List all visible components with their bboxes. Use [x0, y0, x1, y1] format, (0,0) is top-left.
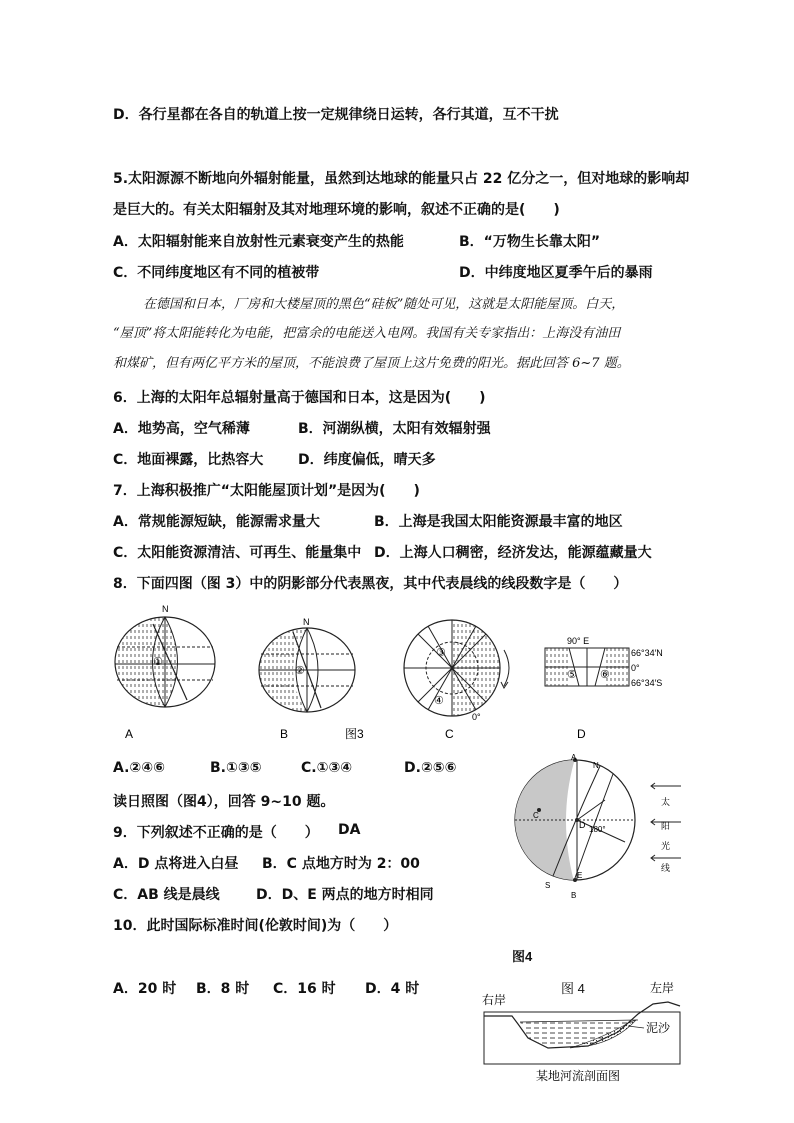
q9-answer: DA [338, 822, 361, 838]
q9-option-c: C．AB 线是晨线 [113, 887, 220, 903]
q7-option-b: B．上海是我国太阳能资源最丰富的地区 [374, 514, 623, 530]
north-label-b: N [303, 617, 310, 627]
circle-6: ⑥ [600, 669, 610, 681]
circle-1: ① [153, 656, 163, 668]
figure-4-globe [505, 752, 695, 902]
point-n: N [593, 761, 599, 770]
sun-char-3: 光 [661, 841, 671, 851]
passage-line1: 在德国和日本，厂房和大楼屋顶的黑色“硅板”随处可见，这就是太阳能屋顶。白天， [143, 297, 625, 312]
q7-option-a: A．常规能源短缺，能源需求量大 [113, 514, 320, 530]
circle-2: ② [295, 665, 305, 677]
read-figure-4: 读日照图（图4），回答 9~10 题。 [113, 794, 335, 810]
q8-option-d: D.②⑤⑥ [404, 760, 457, 776]
rect-d [545, 636, 663, 741]
point-b: B [571, 891, 577, 900]
circle-3: ③ [436, 647, 446, 659]
q5-option-b: B．“万物生长靠太阳” [459, 234, 601, 250]
q10-option-a: A．20 时 [113, 981, 177, 997]
lat-0: 0° [631, 663, 640, 673]
e90-label: 90° E [567, 636, 590, 646]
q10-option-d: D．4 时 [365, 981, 420, 997]
q9-stem: 9．下列叙述不正确的是（ ） [113, 825, 319, 841]
q5-option-c: C．不同纬度地区有不同的植被带 [113, 265, 320, 281]
q7-stem: 7．上海积极推广“太阳能屋顶计划”是因为( ) [113, 483, 420, 499]
globe-c [404, 620, 509, 741]
q8-option-c: C.①③④ [301, 760, 353, 776]
river-fig-caption-top: 图 4 [561, 981, 585, 996]
figure-3 [105, 604, 685, 747]
figure-3-caption: 图3 [345, 727, 364, 741]
q7-option-c: C．太阳能资源清洁、可再生、能量集中 [113, 545, 362, 561]
zero-degree-c: 0° [472, 712, 481, 722]
q4-option-d: D．各行星都在各自的轨道上按一定规律绕日运转，各行其道，互不干扰 [113, 107, 559, 123]
label-c: C [445, 727, 454, 741]
label-d: D [577, 727, 586, 741]
deg-180: 180° [589, 825, 606, 834]
sun-char-1: 太 [661, 797, 671, 807]
lat-66n: 66°34′N [631, 648, 663, 658]
label-b: B [280, 727, 289, 741]
circle-5: ⑤ [567, 669, 577, 681]
north-label-a: N [162, 604, 169, 614]
q6-stem: 6．上海的太阳年总辐射量高于德国和日本，这是因为( ) [113, 390, 486, 406]
label-a: A [125, 727, 134, 741]
point-s: S [545, 881, 551, 890]
q8-option-b: B.①③⑤ [210, 760, 262, 776]
globe-b [259, 617, 355, 741]
right-bank-label: 右岸 [482, 993, 507, 1007]
q9-option-d: D．D、E 两点的地方时相同 [256, 887, 434, 903]
figure-4-caption: 图4 [512, 949, 533, 964]
passage-line2: “屋顶”将太阳能转化为电能，把富余的电能送入电网。我国有关专家指出：上海没有油田 [113, 326, 621, 341]
q5-stem-line1: 5.太阳源源不断地向外辐射能量，虽然到达地球的能量只占 22 亿分之一，但对地球的影响却 [113, 171, 690, 187]
q7-option-d: D．上海人口稠密，经济发达，能源蕴藏量大 [374, 545, 652, 561]
sun-char-4: 线 [661, 863, 671, 873]
circle-4: ④ [434, 695, 444, 707]
q9-option-a: A．D 点将进入白昼 [113, 856, 239, 872]
q5-stem-line2: 是巨大的。有关太阳辐射及其对地理环境的影响，叙述不正确的是( ) [113, 202, 560, 218]
q6-option-c: C．地面裸露，比热容大 [113, 452, 264, 468]
q6-option-a: A．地势高，空气稀薄 [113, 421, 250, 437]
q6-option-b: B．河湖纵横，太阳有效辐射强 [298, 421, 491, 437]
q10-option-b: B．8 时 [196, 981, 250, 997]
q6-option-d: D．纬度偏低，晴天多 [298, 452, 436, 468]
q5-option-a: A．太阳辐射能来自放射性元素衰变产生的热能 [113, 234, 404, 250]
sun-char-2: 阳 [661, 821, 671, 831]
passage-line3: 和煤矿，但有两亿平方米的屋顶，不能浪费了屋顶上这片免费的阳光。据此回答 6~7 题。 [113, 356, 630, 371]
point-e: E [577, 871, 583, 880]
q9-option-b: B．C 点地方时为 2：00 [262, 856, 420, 872]
q8-stem: 8．下面四图（图 3）中的阴影部分代表黑夜，其中代表晨线的线段数字是（ ） [113, 576, 628, 592]
sediment-label: 泥沙 [646, 1021, 671, 1035]
q5-option-d: D．中纬度地区夏季午后的暴雨 [459, 265, 653, 281]
river-profile-title: 某地河流剖面图 [536, 1069, 621, 1083]
point-a: A [571, 753, 577, 762]
point-d: D [579, 820, 586, 830]
point-c: C [533, 811, 539, 820]
q10-stem: 10．此时国际标准时间(伦敦时间)为（ ） [113, 918, 398, 934]
globe-a [115, 604, 215, 741]
q10-option-c: C．16 时 [273, 981, 336, 997]
left-bank-label: 左岸 [650, 981, 675, 995]
river-profile-figure [478, 976, 688, 1086]
q8-option-a: A.②④⑥ [113, 760, 165, 776]
lat-66s: 66°34′S [631, 678, 663, 688]
